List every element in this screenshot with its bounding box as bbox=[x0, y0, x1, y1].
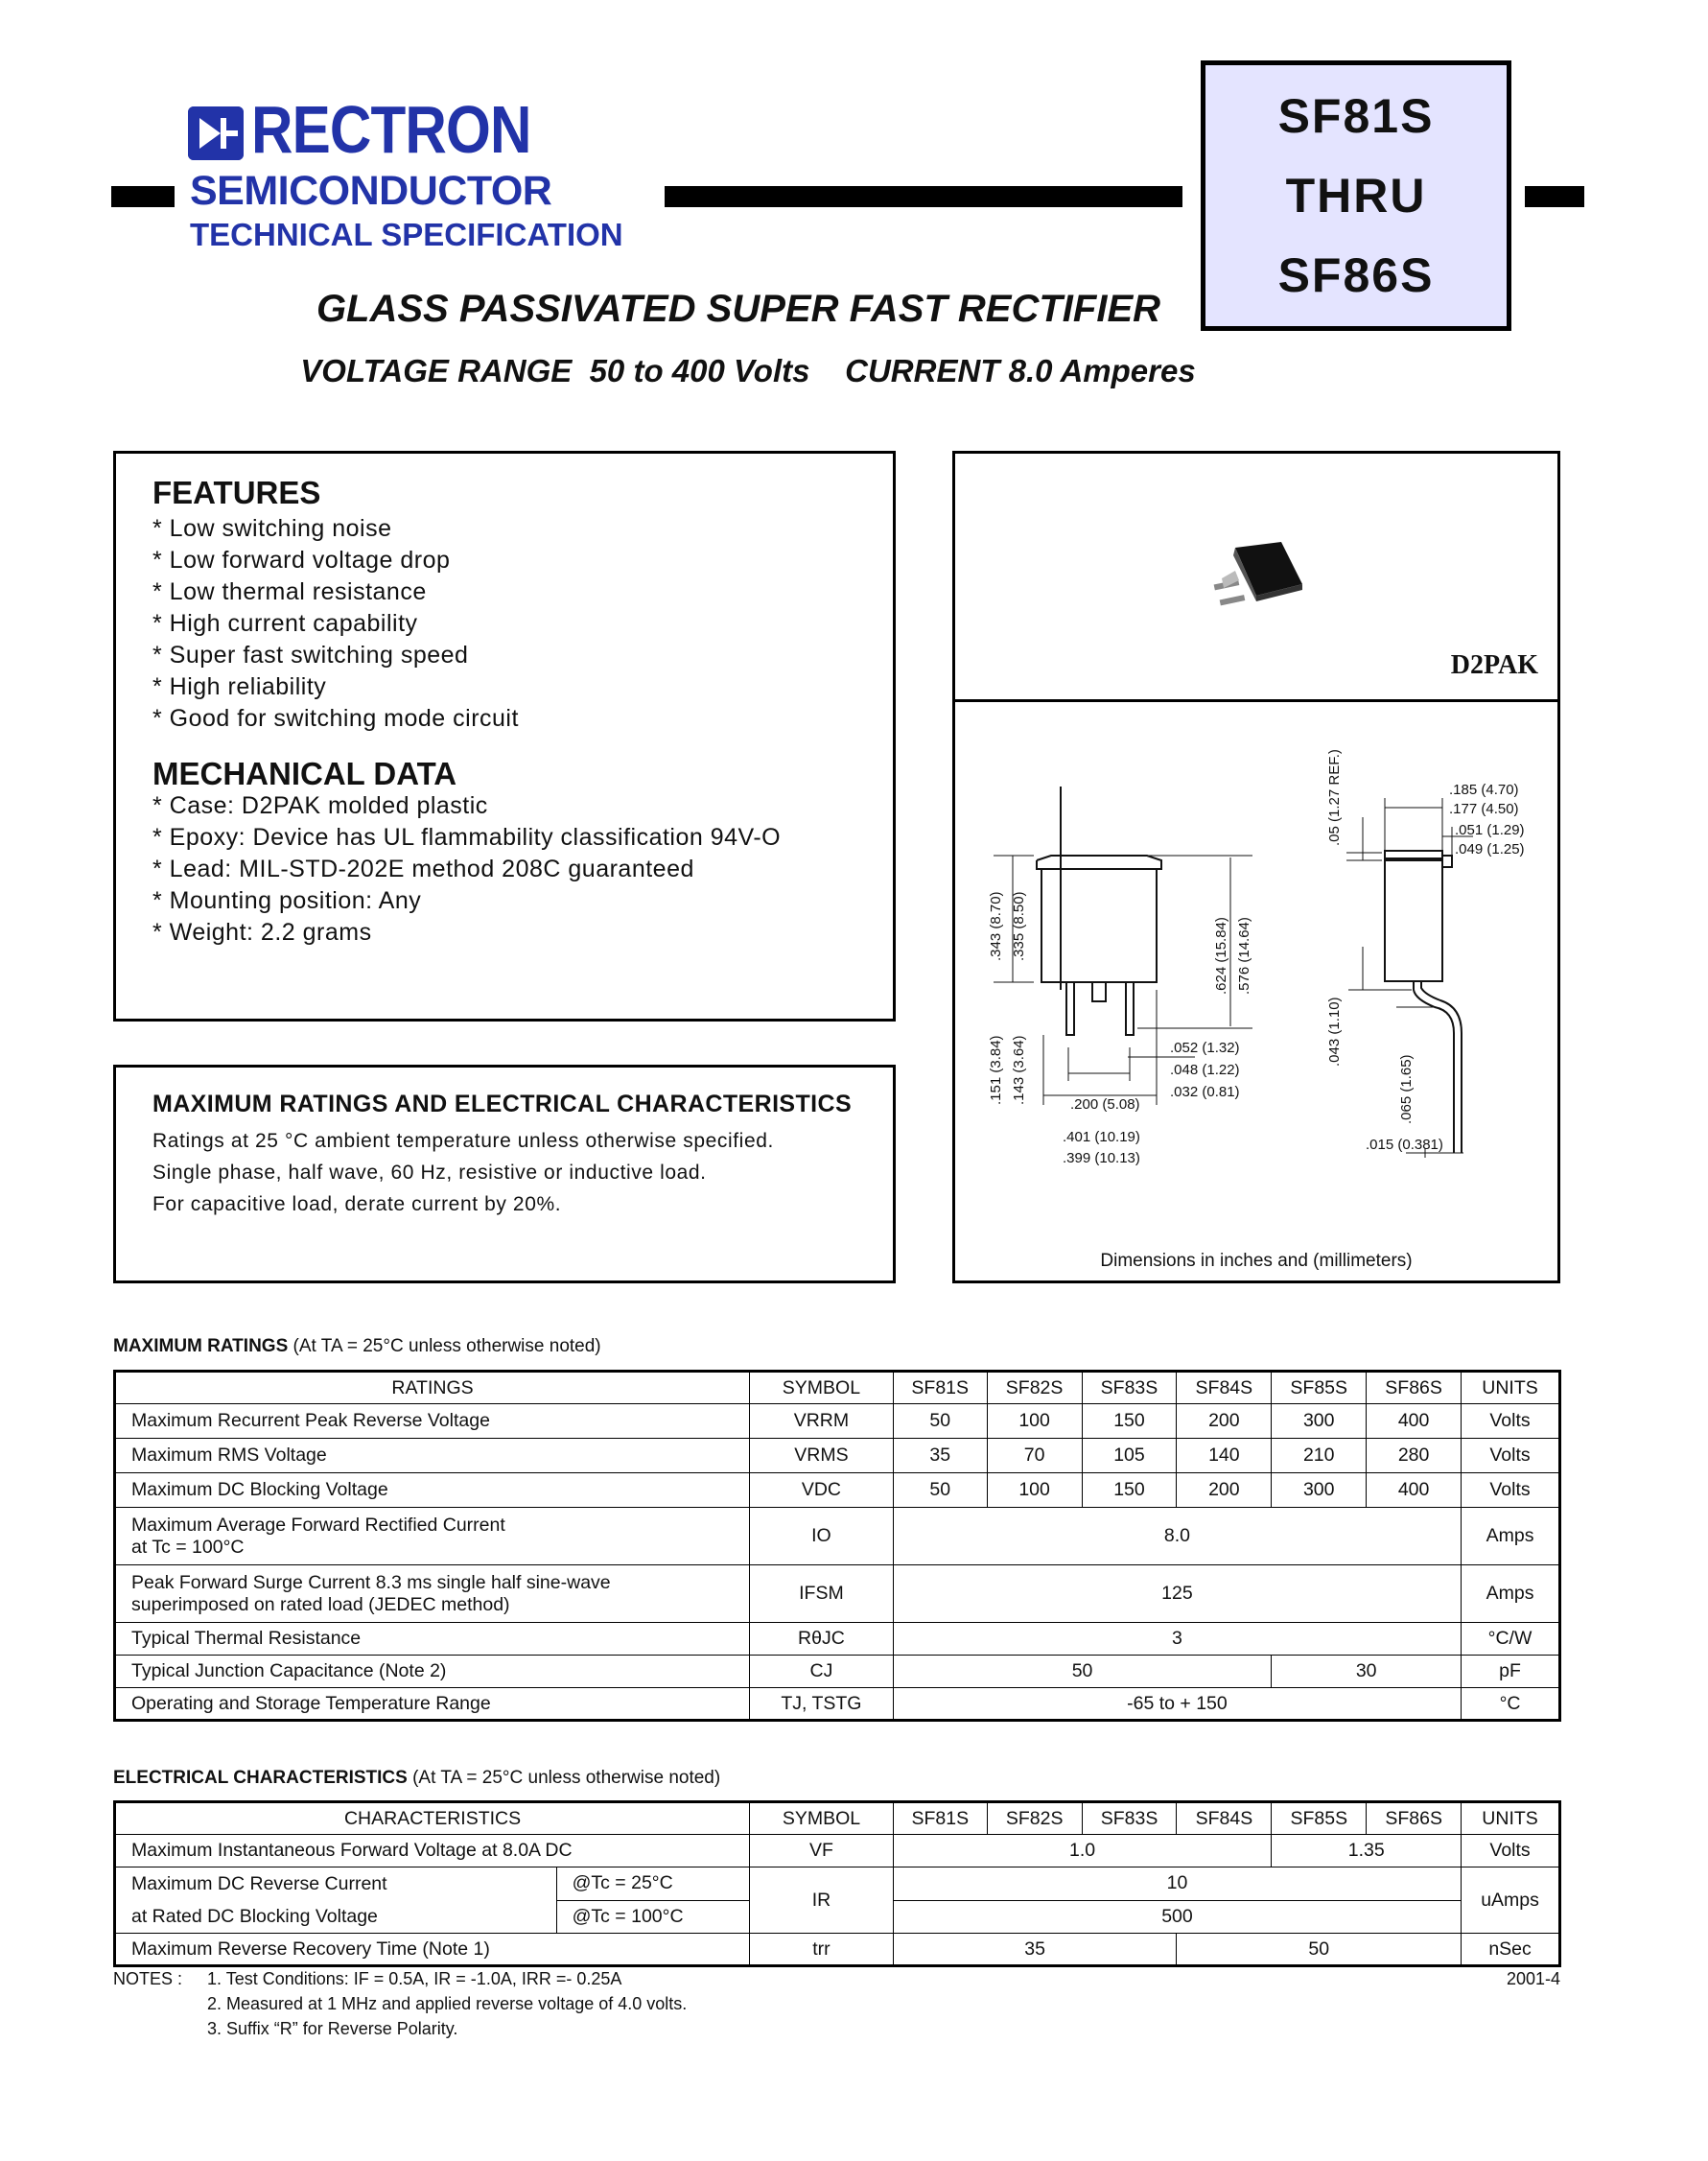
cell-value: 35 bbox=[893, 1439, 987, 1473]
rectron-logo-icon bbox=[188, 106, 244, 160]
row-label: Maximum DC Blocking Voltage bbox=[115, 1473, 750, 1508]
elec-chars-heading bbox=[113, 1768, 720, 1789]
row-symbol: IO bbox=[750, 1508, 894, 1565]
cell-value: 10 bbox=[893, 1867, 1461, 1901]
dim-label: .032 (0.81) bbox=[1170, 1084, 1240, 1100]
dimensions-caption: Dimensions in inches and (millimeters) bbox=[1100, 1251, 1413, 1271]
row-symbol: VDC bbox=[750, 1473, 894, 1508]
cell-value: 3 bbox=[893, 1623, 1461, 1656]
column-header: SF86S bbox=[1367, 1802, 1462, 1835]
elec-chars-table bbox=[113, 1800, 1561, 1967]
cell-value: 1.35 bbox=[1272, 1835, 1462, 1867]
feature-item: * High reliability bbox=[152, 673, 327, 700]
row-symbol: trr bbox=[750, 1934, 894, 1966]
column-header: SF85S bbox=[1272, 1372, 1367, 1404]
notes-list bbox=[207, 1966, 687, 2041]
max-ratings-heading-bold: MAXIMUM RATINGS bbox=[113, 1336, 289, 1356]
package-name: D2PAK bbox=[1450, 650, 1538, 680]
elec-chars-heading-bold: ELECTRICAL CHARACTERISTICS bbox=[113, 1768, 408, 1788]
dim-label: .177 (4.50) bbox=[1449, 801, 1519, 817]
dim-label: .343 (8.70) bbox=[988, 891, 1004, 961]
ratings-info-text bbox=[152, 1125, 774, 1220]
table-header-row bbox=[115, 1802, 1560, 1835]
column-header: RATINGS bbox=[115, 1372, 750, 1404]
cell-value: 200 bbox=[1177, 1404, 1272, 1439]
cell-value: 70 bbox=[987, 1439, 1082, 1473]
column-header: SF83S bbox=[1082, 1802, 1177, 1835]
revision-date: 2001-4 bbox=[1506, 1969, 1560, 1988]
row-symbol: CJ bbox=[750, 1656, 894, 1688]
header-rule-left bbox=[111, 186, 175, 207]
row-condition: @Tc = 25°C bbox=[556, 1867, 750, 1901]
dim-label: .05 (1.27 REF.) bbox=[1326, 749, 1343, 846]
table-header-row bbox=[115, 1372, 1560, 1404]
feature-item: * Low thermal resistance bbox=[152, 578, 427, 605]
feature-item: * Super fast switching speed bbox=[152, 642, 469, 669]
row-label: Operating and Storage Temperature Range bbox=[115, 1688, 750, 1721]
note-item: 2. Measured at 1 MHz and applied reverse voltage of 4.0 volts. bbox=[207, 1994, 688, 2013]
ratings-info-box bbox=[113, 1065, 896, 1283]
cell-value: 50 bbox=[893, 1404, 987, 1439]
cell-value: 50 bbox=[1177, 1934, 1462, 1966]
table-row bbox=[115, 1565, 1560, 1623]
row-unit: °C/W bbox=[1462, 1623, 1560, 1656]
dim-label: .015 (0.381) bbox=[1366, 1137, 1443, 1153]
column-header: SF84S bbox=[1177, 1372, 1272, 1404]
header-rule-middle bbox=[665, 186, 1182, 207]
dim-label: .052 (1.32) bbox=[1170, 1040, 1240, 1056]
row-label-line: Peak Forward Surge Current 8.3 ms single half sine-wave bbox=[131, 1571, 611, 1593]
table-row bbox=[115, 1623, 1560, 1656]
column-header: UNITS bbox=[1462, 1802, 1560, 1835]
cell-value: 125 bbox=[893, 1565, 1461, 1623]
dim-label: .051 (1.29) bbox=[1455, 822, 1525, 838]
cell-value: 280 bbox=[1367, 1439, 1462, 1473]
features-list bbox=[152, 513, 519, 735]
column-header: SF81S bbox=[893, 1372, 987, 1404]
dim-label: .151 (3.84) bbox=[988, 1035, 1004, 1105]
mechanical-item: * Weight: 2.2 grams bbox=[152, 919, 372, 946]
row-label: Maximum Instantaneous Forward Voltage at 8.0A DC bbox=[115, 1835, 750, 1867]
dim-label: .049 (1.25) bbox=[1455, 841, 1525, 857]
ratings-info-line: For capacitive load, derate current by 20%. bbox=[152, 1193, 562, 1215]
table-row bbox=[115, 1439, 1560, 1473]
table-row bbox=[115, 1688, 1560, 1721]
column-header: SF83S bbox=[1082, 1372, 1177, 1404]
column-header: SF86S bbox=[1367, 1372, 1462, 1404]
table-row bbox=[115, 1867, 1560, 1901]
max-ratings-heading-rest: (At TA = 25°C unless otherwise noted) bbox=[292, 1336, 601, 1356]
dim-label: .335 (8.50) bbox=[1011, 891, 1027, 961]
features-box bbox=[113, 451, 896, 1022]
row-label-line: superimposed on rated load (JEDEC method) bbox=[131, 1593, 510, 1615]
dim-label: .401 (10.19) bbox=[1063, 1129, 1140, 1145]
row-label-line: Maximum Average Forward Rectified Current bbox=[131, 1514, 505, 1536]
ratings-info-line: Single phase, half wave, 60 Hz, resistive or inductive load. bbox=[152, 1162, 707, 1184]
mechanical-item: * Mounting position: Any bbox=[152, 887, 422, 914]
cell-value: 1.0 bbox=[893, 1835, 1272, 1867]
cell-value: 105 bbox=[1082, 1439, 1177, 1473]
part-number-first: SF81S bbox=[1277, 89, 1435, 144]
mechanical-item: * Epoxy: Device has UL flammability classification 94V-O bbox=[152, 824, 782, 851]
d2pak-package-icon bbox=[1206, 540, 1312, 622]
cell-value: 210 bbox=[1272, 1439, 1367, 1473]
ratings-info-line: Ratings at 25 °C ambient temperature unless otherwise specified. bbox=[152, 1130, 774, 1152]
row-symbol: TJ, TSTG bbox=[750, 1688, 894, 1721]
cell-value: 35 bbox=[893, 1934, 1177, 1966]
max-ratings-table bbox=[113, 1370, 1561, 1722]
cell-value: 500 bbox=[893, 1900, 1461, 1934]
dim-label: .185 (4.70) bbox=[1449, 782, 1519, 798]
cell-value: 100 bbox=[987, 1404, 1082, 1439]
row-unit: Amps bbox=[1462, 1508, 1560, 1565]
dim-label: .143 (3.64) bbox=[1011, 1035, 1027, 1105]
row-symbol: VRMS bbox=[750, 1439, 894, 1473]
package-photo-box bbox=[952, 451, 1560, 702]
part-number-thru: THRU bbox=[1285, 168, 1427, 223]
row-unit: uAmps bbox=[1462, 1867, 1560, 1934]
row-symbol: VF bbox=[750, 1835, 894, 1867]
cell-value: 150 bbox=[1082, 1473, 1177, 1508]
row-label-line: Maximum DC Reverse Current bbox=[131, 1873, 387, 1894]
dim-label: .065 (1.65) bbox=[1398, 1054, 1415, 1124]
row-symbol: VRRM bbox=[750, 1404, 894, 1439]
part-number-last: SF86S bbox=[1277, 247, 1435, 302]
page-title: GLASS PASSIVATED SUPER FAST RECTIFIER bbox=[316, 288, 1161, 330]
table-row bbox=[115, 1508, 1560, 1565]
column-header: SF84S bbox=[1177, 1802, 1272, 1835]
elec-chars-heading-rest: (At TA = 25°C unless otherwise noted) bbox=[412, 1768, 721, 1788]
row-label-line: at Rated DC Blocking Voltage bbox=[131, 1906, 378, 1927]
row-unit: Volts bbox=[1462, 1835, 1560, 1867]
column-header: SF85S bbox=[1272, 1802, 1367, 1835]
cell-value: 50 bbox=[893, 1473, 987, 1508]
row-label bbox=[115, 1565, 750, 1623]
dim-label: .399 (10.13) bbox=[1063, 1150, 1140, 1166]
row-condition: @Tc = 100°C bbox=[556, 1900, 750, 1934]
column-header: UNITS bbox=[1462, 1372, 1560, 1404]
header-rule-right bbox=[1525, 186, 1584, 207]
feature-item: * High current capability bbox=[152, 610, 418, 637]
cell-value: 200 bbox=[1177, 1473, 1272, 1508]
row-unit: Volts bbox=[1462, 1473, 1560, 1508]
dim-label: .043 (1.10) bbox=[1326, 997, 1343, 1067]
dimensions-box bbox=[952, 699, 1560, 1283]
feature-item: * Good for switching mode circuit bbox=[152, 705, 519, 732]
ratings-info-heading: MAXIMUM RATINGS AND ELECTRICAL CHARACTERISTICS bbox=[152, 1091, 853, 1117]
row-label bbox=[115, 1508, 750, 1565]
feature-item: * Low forward voltage drop bbox=[152, 547, 451, 574]
cell-value: -65 to + 150 bbox=[893, 1688, 1461, 1721]
cell-value: 100 bbox=[987, 1473, 1082, 1508]
table-row bbox=[115, 1404, 1560, 1439]
mechanical-item: * Case: D2PAK molded plastic bbox=[152, 792, 488, 819]
mechanical-list bbox=[152, 790, 781, 949]
column-header: SF82S bbox=[987, 1802, 1082, 1835]
dim-label: .200 (5.08) bbox=[1070, 1096, 1140, 1113]
column-header: CHARACTERISTICS bbox=[115, 1802, 750, 1835]
column-header: SYMBOL bbox=[750, 1802, 894, 1835]
cell-value: 150 bbox=[1082, 1404, 1177, 1439]
column-header: SF82S bbox=[987, 1372, 1082, 1404]
row-unit: Volts bbox=[1462, 1439, 1560, 1473]
cell-value: 300 bbox=[1272, 1404, 1367, 1439]
dimension-drawing bbox=[955, 702, 1557, 1280]
cell-value: 50 bbox=[893, 1656, 1272, 1688]
cell-value: 140 bbox=[1177, 1439, 1272, 1473]
max-ratings-heading bbox=[113, 1336, 601, 1357]
dim-label: .576 (14.64) bbox=[1236, 917, 1252, 995]
note-item: 3. Suffix “R” for Reverse Polarity. bbox=[207, 2019, 458, 2038]
row-label: Typical Thermal Resistance bbox=[115, 1623, 750, 1656]
row-label-line: at Tc = 100°C bbox=[131, 1536, 245, 1558]
table-row bbox=[115, 1656, 1560, 1688]
mechanical-item: * Lead: MIL-STD-202E method 208C guaranteed bbox=[152, 856, 694, 882]
row-unit: Amps bbox=[1462, 1565, 1560, 1623]
row-label: Typical Junction Capacitance (Note 2) bbox=[115, 1656, 750, 1688]
row-symbol: RθJC bbox=[750, 1623, 894, 1656]
page-subtitle: VOLTAGE RANGE 50 to 400 Volts CURRENT 8.0 Amperes bbox=[300, 353, 1196, 388]
row-label: Maximum Recurrent Peak Reverse Voltage bbox=[115, 1404, 750, 1439]
brand-name: RECTRON bbox=[251, 92, 531, 167]
cell-value: 400 bbox=[1367, 1404, 1462, 1439]
row-label bbox=[115, 1867, 557, 1934]
mechanical-heading: MECHANICAL DATA bbox=[152, 756, 457, 791]
column-header: SF81S bbox=[893, 1802, 987, 1835]
column-header: SYMBOL bbox=[750, 1372, 894, 1404]
feature-item: * Low switching noise bbox=[152, 515, 392, 542]
note-item: 1. Test Conditions: IF = 0.5A, IR = -1.0A, IRR =- 0.25A bbox=[207, 1969, 622, 1988]
row-label: Maximum Reverse Recovery Time (Note 1) bbox=[115, 1934, 750, 1966]
row-symbol: IFSM bbox=[750, 1565, 894, 1623]
row-unit: nSec bbox=[1462, 1934, 1560, 1966]
cell-value: 400 bbox=[1367, 1473, 1462, 1508]
row-symbol: IR bbox=[750, 1867, 894, 1934]
row-unit: °C bbox=[1462, 1688, 1560, 1721]
dim-label: .048 (1.22) bbox=[1170, 1062, 1240, 1078]
dim-label: .624 (15.84) bbox=[1213, 917, 1229, 995]
row-unit: pF bbox=[1462, 1656, 1560, 1688]
table-row bbox=[115, 1934, 1560, 1966]
row-unit: Volts bbox=[1462, 1404, 1560, 1439]
table-row bbox=[115, 1473, 1560, 1508]
features-heading: FEATURES bbox=[152, 475, 321, 510]
cell-value: 8.0 bbox=[893, 1508, 1461, 1565]
cell-value: 30 bbox=[1272, 1656, 1462, 1688]
division-name: SEMICONDUCTOR bbox=[190, 168, 552, 214]
table-row bbox=[115, 1835, 1560, 1867]
row-label: Maximum RMS Voltage bbox=[115, 1439, 750, 1473]
tagline: TECHNICAL SPECIFICATION bbox=[190, 217, 623, 252]
cell-value: 300 bbox=[1272, 1473, 1367, 1508]
notes-prefix: NOTES : bbox=[113, 1969, 183, 1988]
